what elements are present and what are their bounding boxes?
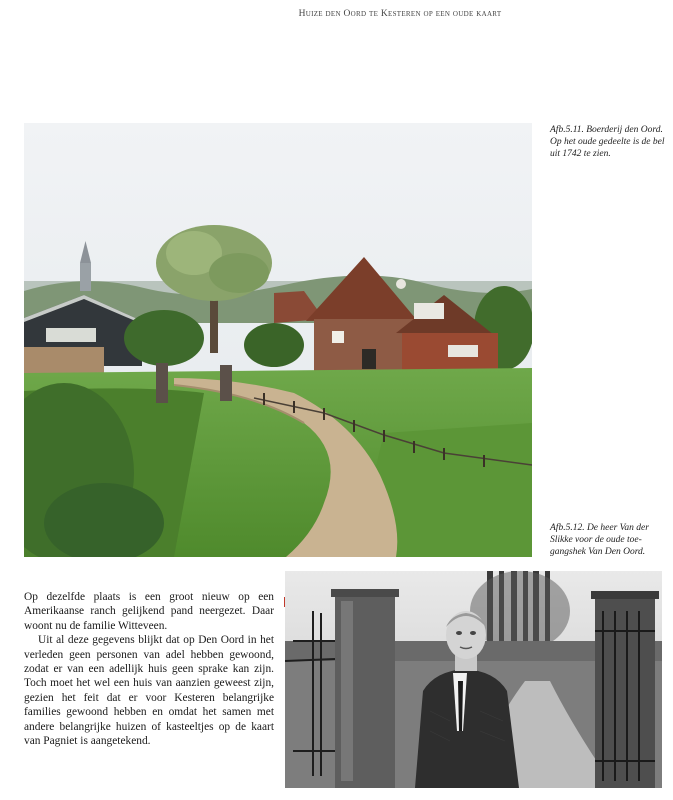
running-head: Huize den Oord te Kesteren op een oude kaart [298,9,502,19]
portrait-photo [285,571,662,788]
paragraph: Op dezelfde plaats is een groot nieuw op een Amerikaanse ranch gelijkend pand neergezet. Daar woont nu de familie Witteveen. [24,591,274,632]
paragraph: Uit al deze gegevens blijkt dat op Den Oord in het verleden geen personen van adel hebben gewoond, zodat er van een adellijk huis geen sprake kan zijn. Toch moet het wel een huis van aanzien geweest zijn, gezien het feit dat er voor Kesteren belangrijke families gewoond hebben en omdat het samen met andere belangrijke huizen of kasteeltjes op de kaart van Pagniet is aangetekend. [24,634,274,748]
figure-caption-farm: Afb.5.11. Boerderij den Oord. Op het oude gedeelte is de bel uit 1742 te zien. [550,125,665,159]
figure-caption-portrait: Afb.5.12. De heer Van der Slikke voor de oude toegangshek Van Den Oord. [550,523,649,557]
farm-photo [24,123,532,557]
body-text [24,590,274,748]
